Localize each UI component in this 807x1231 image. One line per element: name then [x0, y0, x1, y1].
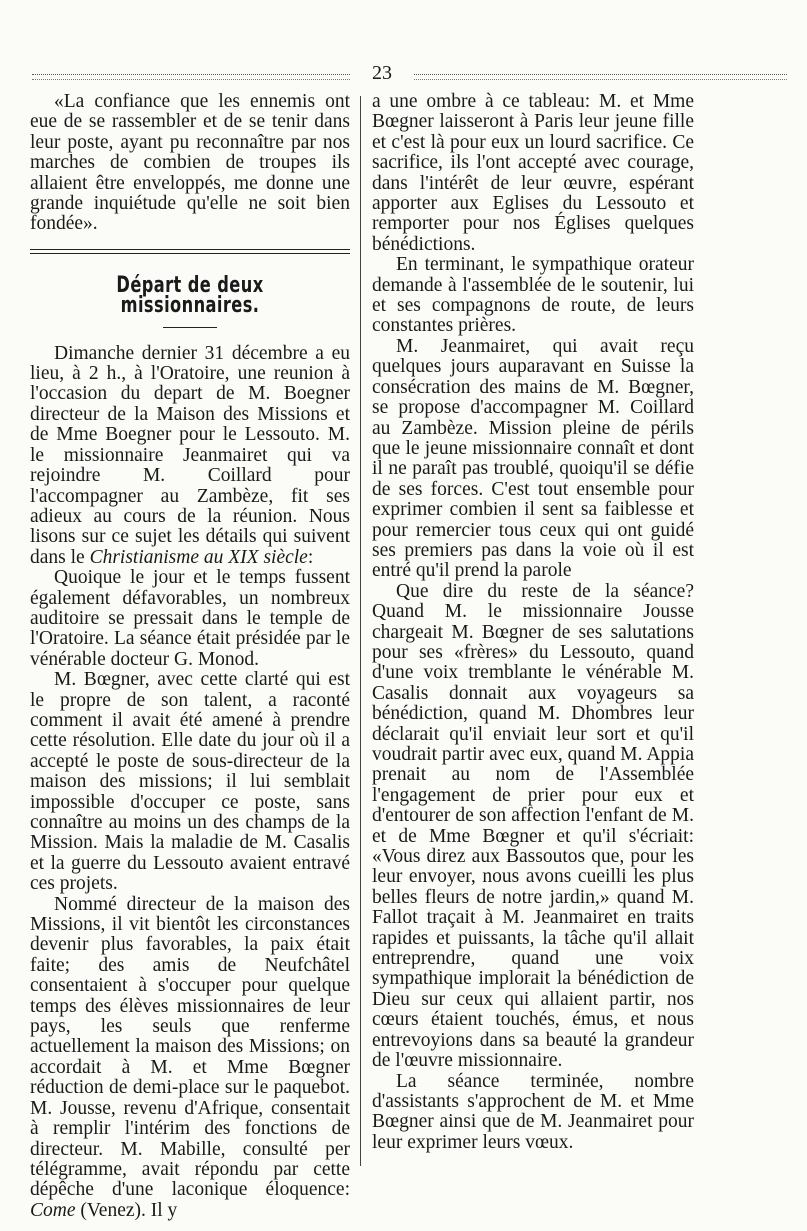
italic-title: Christianisme au XIX siècle [89, 546, 308, 568]
paragraph-text: Nommé directeur de la maison des Missions, il vit bientôt les circonstances devenir plus favorables, la paix était faite; des amis de Neufchâtel consentaient à s'occuper pour quelque temps des élèves missionnaires de leur pays, les seuls que renferme actuellement la maison des Missions; on accordait à M. et Mme Bœgner réduction de demi-place sur le paquebot. M. Jousse, revenu d'Afrique, consentait à remplir l'intérim des fonctions de directeur. M. Mabille, consulté per télégramme, avait répondu par cette dépêche d'une laconique éloquence: [30, 893, 350, 1201]
right-column [372, 92, 694, 1153]
paragraph: a une ombre à ce tableau: M. et Mme Bœgner laisseront à Paris leur jeune fille et c'est là pour eux un lourd sacrifice. Ce sacrifice, ils l'ont accepté avec courage, dans l'intérêt de leur œuvre, espérant apporter aux Eglises du Lessouto et remporter pour nos Églises quelques bénédictions. [372, 91, 694, 255]
paragraph: La séance terminée, nombre d'assistants s'approchent de M. et Mme Bœgner ainsi que de M. Jeanmairet pour leur exprimer leurs vœux. [372, 1070, 694, 1153]
paragraph-text: Dimanche dernier 31 décembre a eu lieu, à 2 h., à l'Oratoire, une reunion à l'occasion du depart de M. Boegner directeur de la Maison des Missions et de Mme Boegner pour le Lessouto. M. le missionnaire Jeanmairet qui va rejoindre M. Coillard pour l'accompagner au Zambèze, fit ses adieux au cours de la réunion. Nous lisons sur ce sujet les détails qui suivent dans le [30, 342, 350, 568]
header-ornament-left [32, 74, 350, 80]
paragraph-text: : [307, 546, 314, 568]
paragraph: Que dire du reste de la séance? Quand M. le missionnaire Jousse chargeait M. Bœgner de ses salutations pour ses «frères» du Lessouto, quand d'une voix tremblante le vénérable M. Casalis donnait aux voyageurs sa bénédiction, quand M. Dhombres leur déclarait qu'il enviait leur sort et qu'il voudrait partir avec eux, quand M. Appia prenait au nom de l'Assemblée l'engagement de prier pour eux et d'entourer de son affection l'enfant de M. et de Mme Bœgner et qu'il s'écriait: «Vous direz aux Bassoutos que, pour les leur envoyer, nous avons cueilli les plus belles fleurs de notre jardin,» quand M. Fallot traçait à M. Jeanmairet en traits rapides et puissants, la tâche qu'il allait entreprendre, quand une voix sympathique implorait la bénédiction de Dieu sur ceux qui allaient partir, nos cœurs étaient touchés, émus, et nous entrevoyions dans sa beauté la grandeur de l'œuvre missionnaire. [372, 580, 694, 1072]
header-ornament-right [414, 74, 787, 80]
section-separator [30, 249, 350, 254]
left-column [30, 92, 350, 1221]
paragraph [30, 895, 350, 1222]
title-rule [163, 327, 217, 328]
column-divider [360, 96, 361, 1166]
italic-word: Come [30, 1199, 76, 1221]
paragraph: En terminant, le sympathique orateur demande à l'assemblée de le soutenir, lui et ses compagnons de route, de leurs constantes prières. [372, 254, 694, 337]
paragraph: M. Bœgner, avec cette clarté qui est le propre de son talent, a raconté comment il avait été amené à prendre cette résolution. Elle date du jour où il a accepté le poste de sous-directeur de la maison des missions; il lui semblait impossible d'occuper ce poste, sans connaître au moins un des champs de la Mission. Mais la maladie de M. Casalis et la guerre du Lessouto avaient entravé ces projets. [30, 669, 350, 895]
quote-paragraph: «La confiance que les ennemis ont eue de se rassembler et de se tenir dans leur poste, ayant pu reconnaître par nos marches de combien de troupes ils allaient être enveloppés, me donne une grande inquiétude qu'elle ne soit bien fondée». [30, 91, 350, 235]
paragraph [30, 344, 350, 568]
paragraph-text: (Venez). Il y [75, 1199, 178, 1221]
page-number: 23 [372, 62, 392, 84]
page-header [32, 62, 787, 86]
paragraph: M. Jeanmairet, qui avait reçu quelques jours auparavant en Suisse la consécration des mains de M. Bœgner, se propose d'accompagner M. Coillard au Zambèze. Mission pleine de périls que le jeune missionnaire connaît et dont il ne paraît pas troublé, quoiqu'il se défie de ses forces. C'est tout ensemble pour exprimer combien il sent sa faiblesse et pour remercier tous ceux qui ont guidé ses premiers pas dans la voie où il est entré qu'il prend la parole [372, 335, 694, 582]
section-title: Départ de deux missionnaires. [116, 272, 264, 319]
paragraph: Quoique le jour et le temps fussent également défavorables, un nombreux auditoire se pressait dans le temple de l'Oratoire. La séance était présidée par le vénérable docteur G. Monod. [30, 567, 350, 670]
